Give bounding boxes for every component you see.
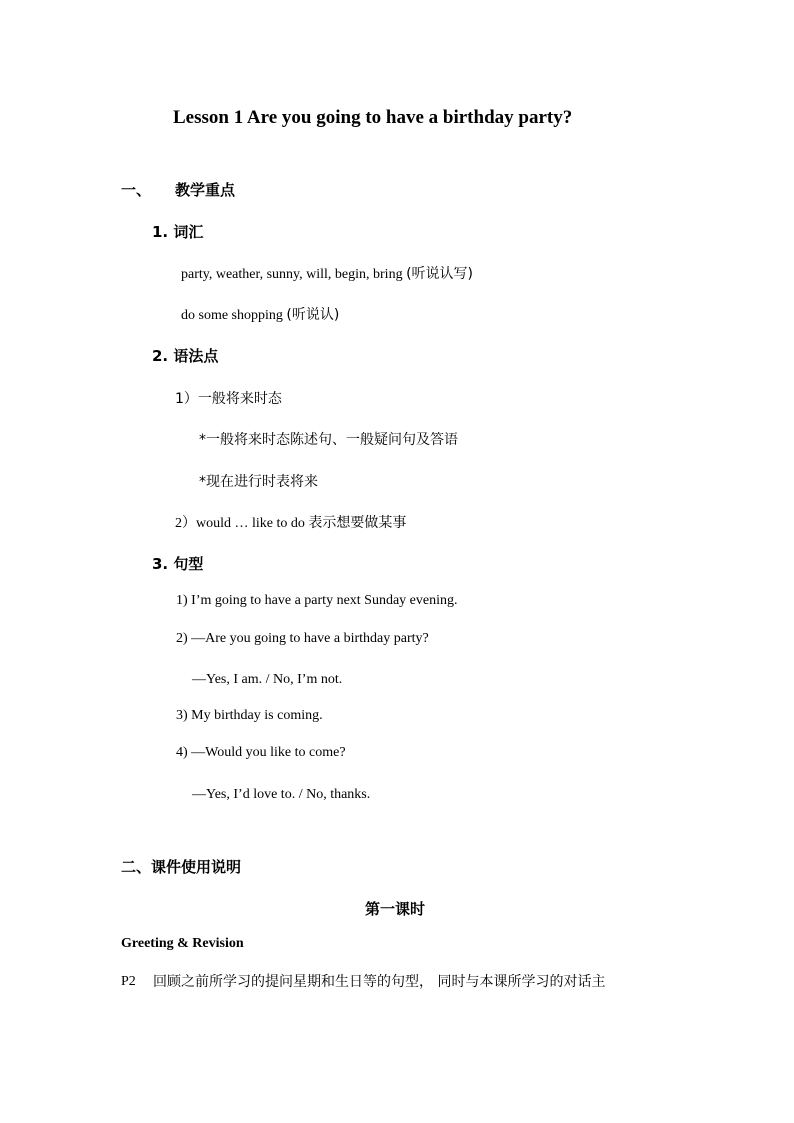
grammar-item-1: 1）一般将来时态	[175, 391, 282, 407]
pattern-line: 3) My birthday is coming.	[176, 708, 323, 723]
vocab-line-1	[181, 267, 473, 282]
vocab-heading: 1. 词汇	[152, 223, 204, 241]
vocab-line-2-cn: (听说认)	[286, 307, 340, 323]
grammar-item-2	[175, 516, 406, 531]
section2-heading: 二、课件使用说明	[121, 858, 242, 876]
vocab-line-1-cn: (听说认写)	[406, 266, 474, 282]
pattern-line: 2) —Are you going to have a birthday party?	[176, 631, 429, 646]
p2-text: 回顾之前所学习的提问星期和生日等的句型， 同时与本课所学习的对话主	[153, 974, 606, 990]
section1-heading: 教学重点	[175, 181, 236, 199]
p2-label: P2	[121, 974, 136, 989]
pattern-line: 1) I’m going to have a party next Sunday evening.	[176, 593, 458, 608]
patterns-heading: 3. 句型	[152, 555, 204, 573]
vocab-line-2	[181, 308, 339, 323]
grammar-heading: 2. 语法点	[152, 347, 219, 365]
pattern-line: —Yes, I am. / No, I’m not.	[192, 672, 343, 687]
vocab-line-1-en: party, weather, sunny, will, begin, bring	[181, 267, 407, 282]
vocab-line-2-en: do some shopping	[181, 308, 287, 323]
pattern-line: 4) —Would you like to come?	[176, 745, 346, 760]
section1-number: 一、	[121, 181, 152, 199]
lesson-title: Lesson 1 Are you going to have a birthday party?	[173, 107, 573, 128]
lesson-period-title: 第一课时	[365, 900, 426, 918]
grammar-item-2-cn: 表示想要做某事	[308, 515, 407, 531]
grammar-item-1-sub-1: *一般将来时态陈述句、一般疑问句及答语	[199, 432, 458, 448]
grammar-item-2-en: 2）would … like to do	[175, 516, 309, 531]
pattern-line: —Yes, I’d love to. / No, thanks.	[192, 787, 371, 802]
greeting-revision-heading: Greeting & Revision	[121, 936, 244, 951]
grammar-item-1-sub-2: *现在进行时表将来	[199, 474, 318, 490]
